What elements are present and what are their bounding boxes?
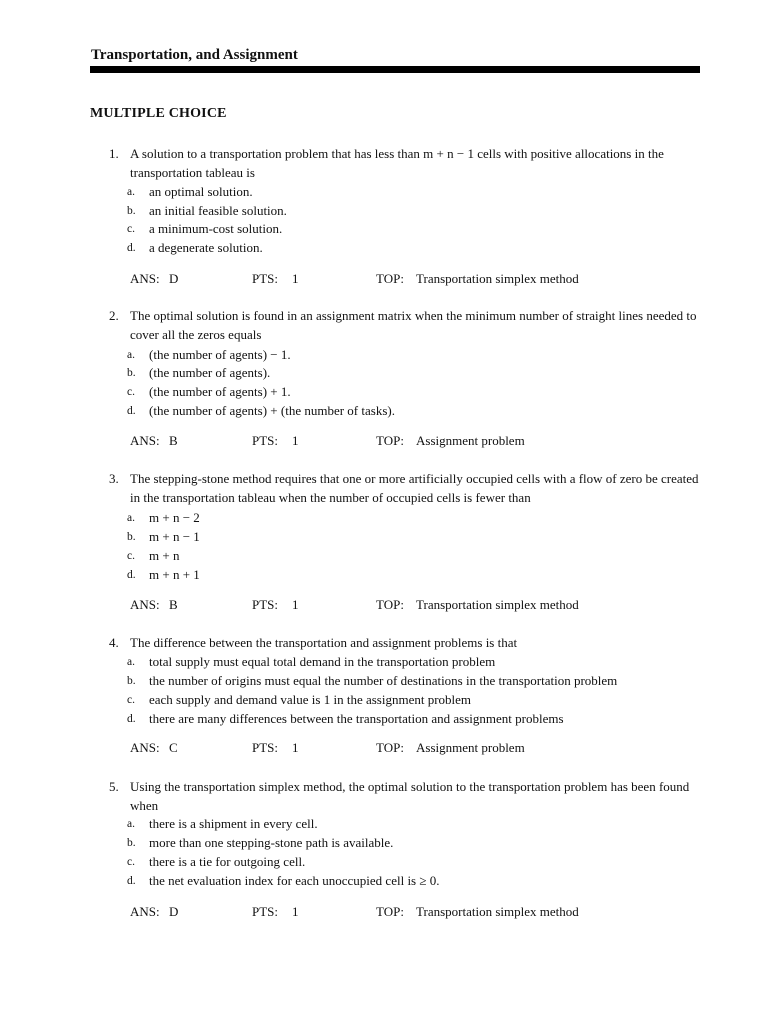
option-letter: d. — [127, 713, 136, 725]
answer-key-row — [0, 270, 768, 289]
section-heading: MULTIPLE CHOICE — [90, 106, 227, 121]
option-text: an initial feasible solution. — [149, 203, 287, 218]
answer-option — [0, 220, 768, 239]
question-number: 3. — [109, 471, 119, 486]
answer-option — [0, 672, 768, 691]
answer-option — [0, 815, 768, 834]
ans-label: ANS: — [130, 740, 160, 755]
topic-value: Transportation simplex method — [416, 597, 579, 612]
topic-label: TOP: — [376, 271, 404, 286]
pts-label: PTS: — [252, 271, 279, 286]
answer-key-row — [0, 903, 768, 922]
answer-option — [0, 653, 768, 672]
question-number: 5. — [109, 779, 119, 794]
answer-option — [0, 383, 768, 402]
ans-value: D — [169, 271, 179, 286]
pts-value: 1 — [292, 904, 299, 919]
title-divider — [90, 66, 700, 73]
option-text: each supply and demand value is 1 in the assignment problem — [149, 692, 472, 707]
answer-option — [0, 710, 768, 729]
topic-label: TOP: — [376, 597, 404, 612]
answer-option — [0, 402, 768, 421]
pts-value: 1 — [292, 740, 299, 755]
option-letter: c. — [127, 694, 135, 706]
ans-label: ANS: — [130, 433, 160, 448]
answer-key-row — [0, 432, 768, 451]
topic-label: TOP: — [376, 740, 404, 755]
pts-label: PTS: — [252, 597, 279, 612]
option-text: a minimum-cost solution. — [149, 221, 283, 236]
option-text: there is a tie for outgoing cell. — [149, 854, 306, 869]
answer-option — [0, 566, 768, 585]
question-text: A solution to a transportation problem that has less than m + n − 1 cells with positive allocations in the transportation tableau is — [130, 146, 664, 180]
option-letter: c. — [127, 856, 135, 868]
topic-value: Assignment problem — [416, 433, 525, 448]
option-letter: c. — [127, 550, 135, 562]
ans-value: B — [169, 433, 178, 448]
answer-key-row — [0, 596, 768, 615]
option-letter: d. — [127, 405, 136, 417]
pts-value: 1 — [292, 433, 299, 448]
topic-label: TOP: — [376, 433, 404, 448]
question-text: Using the transportation simplex method, the optimal solution to the transportation problem has been found when — [130, 779, 690, 813]
option-letter: d. — [127, 875, 136, 887]
question-text: The stepping-stone method requires that one or more artificially occupied cells with a flow of zero be created in the transportation tableau when the number of occupied cells is fewer than — [130, 471, 699, 505]
ans-label: ANS: — [130, 271, 160, 286]
answer-option — [0, 239, 768, 258]
option-text: the net evaluation index for each unoccupied cell is ≥ 0. — [149, 873, 440, 888]
answer-option — [0, 346, 768, 365]
topic-value: Transportation simplex method — [416, 904, 579, 919]
option-text: m + n — [149, 548, 180, 563]
option-text: (the number of agents). — [149, 365, 271, 380]
option-letter: c. — [127, 386, 135, 398]
answer-option — [0, 834, 768, 853]
option-text: there is a shipment in every cell. — [149, 816, 318, 831]
ans-label: ANS: — [130, 597, 160, 612]
ans-label: ANS: — [130, 904, 160, 919]
question-number: 1. — [109, 146, 119, 161]
pts-label: PTS: — [252, 904, 279, 919]
option-text: m + n + 1 — [149, 567, 200, 582]
option-text: (the number of agents) − 1. — [149, 347, 291, 362]
ans-value: C — [169, 740, 178, 755]
option-text: an optimal solution. — [149, 184, 253, 199]
option-letter: a. — [127, 512, 135, 524]
answer-option — [0, 691, 768, 710]
answer-option — [0, 183, 768, 202]
option-letter: d. — [127, 569, 136, 581]
answer-option — [0, 872, 768, 891]
option-text: total supply must equal total demand in the transportation problem — [149, 654, 496, 669]
option-letter: b. — [127, 675, 136, 687]
answer-option — [0, 547, 768, 566]
answer-option — [0, 202, 768, 221]
topic-label: TOP: — [376, 904, 404, 919]
option-letter: a. — [127, 656, 135, 668]
option-text: (the number of agents) + (the number of tasks). — [149, 403, 395, 418]
option-text: more than one stepping-stone path is available. — [149, 835, 394, 850]
option-text: m + n − 2 — [149, 510, 200, 525]
option-letter: b. — [127, 205, 136, 217]
option-letter: a. — [127, 818, 135, 830]
option-letter: b. — [127, 367, 136, 379]
option-text: (the number of agents) + 1. — [149, 384, 291, 399]
question-text: The difference between the transportation and assignment problems is that — [130, 635, 518, 650]
option-letter: d. — [127, 242, 136, 254]
answer-option — [0, 364, 768, 383]
pts-value: 1 — [292, 597, 299, 612]
answer-option — [0, 853, 768, 872]
answer-option — [0, 528, 768, 547]
document-title: Transportation, and Assignment — [91, 47, 298, 63]
question-number: 4. — [109, 635, 119, 650]
option-text: m + n − 1 — [149, 529, 200, 544]
question-number: 2. — [109, 308, 119, 323]
option-letter: b. — [127, 837, 136, 849]
answer-key-row — [0, 739, 768, 758]
option-text: a degenerate solution. — [149, 240, 263, 255]
pts-label: PTS: — [252, 740, 279, 755]
option-text: there are many differences between the transportation and assignment problems — [149, 711, 564, 726]
option-letter: b. — [127, 531, 136, 543]
topic-value: Transportation simplex method — [416, 271, 579, 286]
option-letter: a. — [127, 186, 135, 198]
option-letter: c. — [127, 223, 135, 235]
ans-value: B — [169, 597, 178, 612]
answer-option — [0, 509, 768, 528]
pts-label: PTS: — [252, 433, 279, 448]
topic-value: Assignment problem — [416, 740, 525, 755]
question-text: The optimal solution is found in an assignment matrix when the minimum number of straight lines needed to cover all the zeros equals — [130, 308, 697, 342]
option-text: the number of origins must equal the number of destinations in the transportation problem — [149, 673, 618, 688]
option-letter: a. — [127, 349, 135, 361]
ans-value: D — [169, 904, 179, 919]
pts-value: 1 — [292, 271, 299, 286]
